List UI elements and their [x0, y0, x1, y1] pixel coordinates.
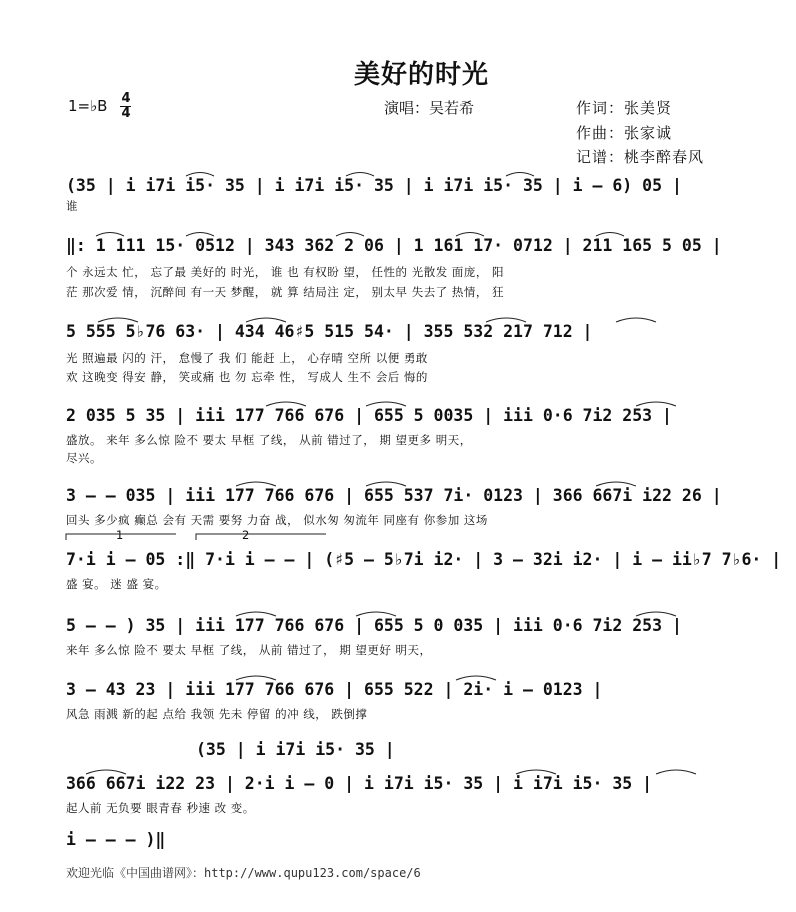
notation-row-4: 2 035 5 35 | iii 177 766 676 | 655 5 0035 | iii 0·6 7i2 253 | [66, 406, 672, 425]
footer-source: 欢迎光临《中国曲谱网》：http://www.qupu123.com/space/6 [66, 866, 421, 880]
lyric-row-2a: 个 永远太 忙， 忘了最 美好的 时光， 谁 也 有权盼 望， 任性的 光散发 面庞， 阳 [66, 265, 505, 279]
notation-row-9: (35 | i i7i i5· 35 | [196, 740, 395, 759]
notation-row-11: i – – – )‖ [66, 830, 166, 849]
time-signature-bottom: 4 [121, 106, 131, 121]
key-signature: 1=♭B [68, 97, 108, 115]
lyric-row-3b: 欢 这晚变 得安 静， 笑或痛 也 勿 忘牵 性， 写成人 生不 会后 悔的 [66, 370, 428, 384]
singer-credit: 演唱：吴若希 [384, 99, 475, 117]
notation-row-2: ‖: 1 111 15· 0512 | 343 362 2 06 | 1 161 17· 0712 | 211 165 5 05 | [66, 236, 722, 255]
lyric-row-3a: 光 照遍最 闪的 汗， 怠慢了 我 们 能赶 上， 心存晴 空所 以便 勇敢 [66, 351, 428, 365]
notation-row-7: 5 – – ) 35 | iii 177 766 676 | 655 5 0 035 | iii 0·6 7i2 253 | [66, 616, 682, 635]
time-signature-top: 4 [121, 91, 131, 106]
volta-1: 1 [116, 528, 124, 542]
lyric-row-2b: 茫 那次爱 情， 沉醉间 有一天 梦醒， 就 算 结局注 定， 别太早 失去了 热情， 狂 [66, 285, 505, 299]
transcriber-credit: 记谱：桃李醉春风 [576, 148, 705, 166]
notation-row-6: 7·i i – 05 :‖ 7·i i – – | (♯5 – 5♭7i i2· | 3 – 32i i2· | i – ii♭7 7♭6· | [66, 550, 782, 569]
volta-2: 2 [242, 528, 250, 542]
lyric-row-8: 风急 雨溅 新的起 点给 我领 先未 停留 的冲 线， 跌倒撑 [66, 707, 368, 721]
lyric-row-6: 盛 宴。 迷 盛 宴。 [66, 577, 167, 591]
notation-row-3: 5 555 5♭76 63· | 434 46♯5 515 54· | 355 532 217 712 | [66, 322, 593, 341]
song-title: 美好的时光 [354, 60, 490, 90]
lyricist-credit: 作词：张美贤 [576, 99, 673, 117]
lyric-row-4a: 盛放。 来年 多么惊 险不 要太 早框 了线， 从前 错过了， 期 望更多 明天， [66, 433, 472, 447]
lyric-row-10: 起人前 无负要 眼青春 秒速 改 变。 [66, 801, 255, 815]
notation-row-1: (35 | i i7i i5· 35 | i i7i i5· 35 | i i7i i5· 35 | i – 6) 05 | [66, 176, 682, 195]
slur-overlay [36, 36, 760, 876]
notation-row-8: 3 – 43 23 | iii 177 766 676 | 655 522 | 2i· i – 0123 | [66, 680, 603, 699]
lyric-row-7: 来年 多么惊 险不 要太 早框 了线， 从前 错过了， 期 望更好 明天， [66, 643, 432, 657]
sheet-page [36, 36, 782, 880]
lyric-row-1: 谁 [66, 199, 78, 213]
notation-row-10: 366 667i i22 23 | 2·i i – 0 | i i7i i5· 35 | i i7i i5· 35 | [66, 774, 653, 793]
notation-row-5: 3 – – 035 | iii 177 766 676 | 655 537 7i· 0123 | 366 667i i22 26 | [66, 486, 722, 505]
lyric-row-4b: 尽兴。 [66, 451, 102, 465]
lyric-row-5: 回头 多少疯 癫总 会有 天需 要努 力奋 战， 似水匆 匆流年 同座有 你参加 这场 [66, 513, 488, 527]
composer-credit: 作曲：张家诚 [576, 124, 673, 142]
